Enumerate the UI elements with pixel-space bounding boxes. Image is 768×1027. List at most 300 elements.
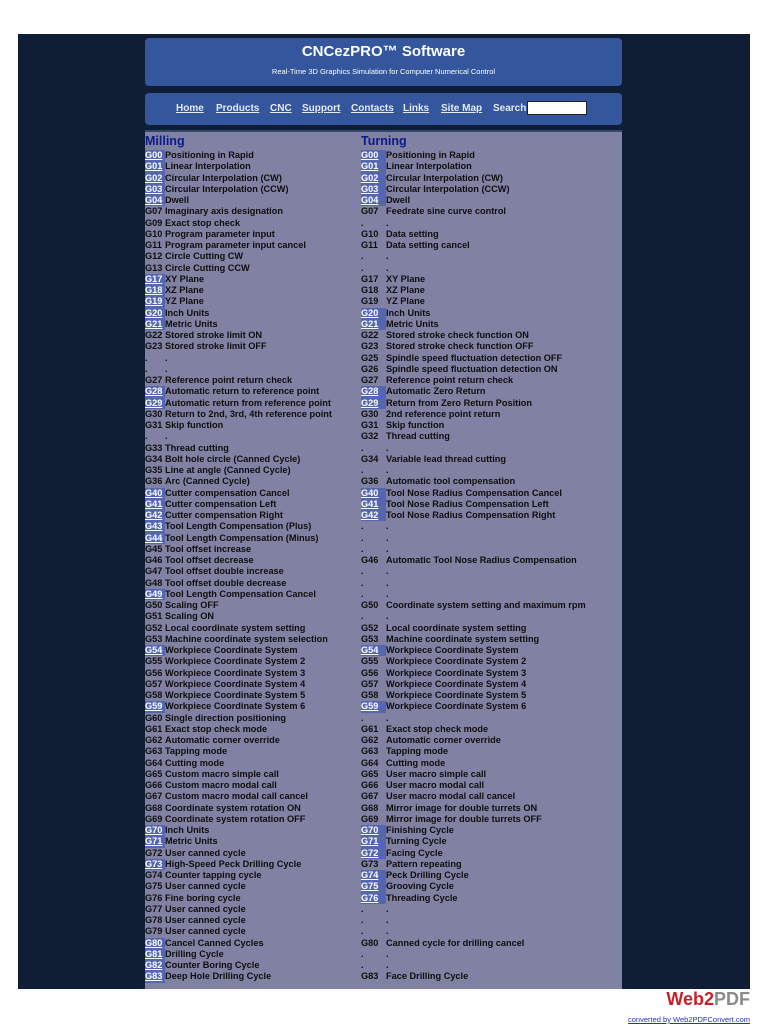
- milling-code: G10: [145, 228, 163, 239]
- milling-description: Scaling ON: [165, 611, 215, 622]
- milling-description: Arc (Canned Cycle): [165, 476, 250, 487]
- milling-code: G50: [145, 600, 163, 610]
- turning-code: G50: [361, 600, 379, 610]
- milling-code: G35: [145, 465, 163, 475]
- turning-row: [361, 566, 621, 577]
- milling-code: G47: [145, 566, 163, 577]
- turning-row: [361, 668, 621, 679]
- turning-description: Tool Nose Radius Compensation Right: [386, 510, 556, 520]
- milling-code: G56: [145, 667, 163, 678]
- milling-description: Reference point return check: [165, 375, 293, 385]
- milling-description: Positioning in Rapid: [165, 150, 254, 160]
- milling-description: Program parameter input cancel: [165, 240, 306, 250]
- milling-description: Tool offset decrease: [165, 555, 254, 565]
- milling-row: [145, 274, 360, 285]
- turning-row: [361, 499, 621, 510]
- milling-code-link[interactable]: G20: [145, 308, 165, 319]
- milling-row: [145, 645, 360, 656]
- milling-description: Cutting mode: [165, 757, 225, 768]
- turning-code: .: [361, 960, 364, 970]
- turning-row: [361, 578, 621, 589]
- turning-description: Automatic tool compensation: [386, 476, 516, 487]
- milling-code-link[interactable]: G54: [145, 645, 165, 656]
- milling-code: G64: [145, 757, 163, 768]
- milling-description: Scaling OFF: [165, 600, 219, 610]
- turning-row: [361, 263, 621, 274]
- turning-description: Tapping mode: [386, 746, 449, 757]
- turning-row: [361, 431, 621, 442]
- milling-description: High-Speed Peck Drilling Cycle: [165, 858, 302, 869]
- turning-code: .: [361, 262, 364, 273]
- turning-row: [361, 735, 621, 746]
- turning-row: [361, 533, 621, 544]
- turning-code: G64: [361, 757, 379, 768]
- milling-row: [145, 656, 360, 667]
- turning-code-link[interactable]: G70: [361, 825, 386, 836]
- turning-row: [361, 353, 621, 364]
- turning-row: [361, 915, 621, 926]
- milling-code-link[interactable]: G04: [145, 195, 165, 206]
- turning-row: [361, 476, 621, 487]
- turning-code-link[interactable]: G00: [361, 150, 386, 161]
- turning-row: [361, 960, 621, 971]
- turning-row: [361, 218, 621, 229]
- turning-row: [361, 173, 621, 184]
- turning-row: [361, 364, 621, 375]
- milling-code-link[interactable]: G29: [145, 398, 165, 409]
- turning-row: [361, 780, 621, 791]
- milling-description: Circular Interpolation (CW): [165, 172, 282, 183]
- milling-row: [145, 353, 360, 364]
- milling-row: [145, 296, 360, 307]
- milling-code: G07: [145, 206, 163, 217]
- turning-row: [361, 938, 621, 949]
- turning-description: .: [386, 217, 389, 228]
- milling-row: [145, 881, 360, 892]
- turning-code: .: [361, 712, 364, 723]
- turning-code-link[interactable]: G29: [361, 398, 386, 409]
- turning-description: Mirror image for double turrets ON: [386, 802, 538, 813]
- milling-row: [145, 668, 360, 679]
- turning-row: [361, 195, 621, 206]
- turning-row: [361, 746, 621, 757]
- turning-description: Tool Nose Radius Compensation Cancel: [386, 487, 562, 498]
- search-input[interactable]: [527, 101, 587, 115]
- milling-code-link[interactable]: G73: [145, 859, 165, 870]
- turning-code-link[interactable]: G72: [361, 848, 386, 859]
- milling-row: [145, 229, 360, 240]
- turning-code-link[interactable]: G28: [361, 386, 386, 397]
- turning-code-link[interactable]: G40: [361, 488, 386, 499]
- milling-code: G46: [145, 555, 163, 565]
- converted-by-link[interactable]: converted by Web2PDFConvert.com: [628, 1015, 750, 1024]
- milling-row: [145, 150, 360, 161]
- turning-row: [361, 409, 621, 420]
- turning-description: Data setting cancel: [386, 240, 470, 250]
- milling-description: Metric Units: [165, 318, 218, 329]
- turning-code-link[interactable]: G42: [361, 510, 386, 521]
- turning-description: Canned cycle for drilling cancel: [386, 937, 525, 948]
- milling-code-link[interactable]: G00: [145, 150, 165, 161]
- turning-code: G68: [361, 802, 379, 813]
- turning-row: [361, 589, 621, 600]
- turning-description: Workpiece Coordinate System 6: [386, 701, 527, 712]
- milling-description: Tool Length Compensation (Minus): [165, 532, 319, 543]
- turning-code: G18: [361, 285, 379, 295]
- milling-column: [145, 132, 360, 983]
- milling-description: Machine coordinate system selection: [165, 633, 328, 644]
- milling-description: Tool offset double decrease: [165, 577, 287, 588]
- milling-code: G12: [145, 251, 163, 262]
- milling-description: XZ Plane: [165, 285, 204, 295]
- turning-description: Feedrate sine curve control: [386, 206, 506, 217]
- milling-code: G45: [145, 543, 163, 554]
- milling-description: Inch Units: [165, 307, 210, 318]
- turning-row: [361, 296, 621, 307]
- turning-code: .: [361, 948, 364, 959]
- nav-cnc-link[interactable]: CNC: [270, 103, 292, 114]
- milling-description: Coordinate system rotation ON: [165, 802, 301, 813]
- milling-code: G76: [145, 892, 163, 903]
- turning-description: .: [386, 532, 389, 543]
- turning-code: G34: [361, 453, 379, 464]
- milling-description: .: [165, 363, 168, 374]
- milling-code-link[interactable]: G41: [145, 499, 165, 510]
- milling-row: [145, 589, 360, 600]
- milling-code: G36: [145, 476, 163, 487]
- milling-description: Workpiece Coordinate System 2: [165, 656, 306, 667]
- nav-support-link[interactable]: Support: [302, 103, 341, 114]
- turning-row: [361, 274, 621, 285]
- web2pdf-watermark: [628, 989, 750, 1027]
- turning-row: [361, 341, 621, 352]
- milling-code-link[interactable]: G03: [145, 184, 165, 195]
- turning-description: .: [386, 521, 389, 532]
- milling-row: [145, 780, 360, 791]
- milling-row: [145, 971, 360, 982]
- turning-code: G63: [361, 746, 379, 757]
- turning-code: G53: [361, 633, 379, 644]
- turning-row: [361, 859, 621, 870]
- turning-description: Machine coordinate system setting: [386, 633, 540, 644]
- turning-row: [361, 544, 621, 555]
- turning-row: [361, 229, 621, 240]
- turning-row: [361, 893, 621, 904]
- turning-row: [361, 251, 621, 262]
- turning-code: G31: [361, 420, 379, 430]
- milling-row: [145, 578, 360, 589]
- turning-description: Dwell: [386, 195, 410, 205]
- milling-code-link[interactable]: G17: [145, 274, 165, 285]
- turning-code-link[interactable]: G74: [361, 870, 386, 881]
- milling-code: G33: [145, 442, 163, 453]
- milling-row: [145, 623, 360, 634]
- turning-row: [361, 308, 621, 319]
- turning-code: G66: [361, 780, 379, 790]
- milling-code: G61: [145, 723, 163, 734]
- turning-row: [361, 386, 621, 397]
- milling-code: G65: [145, 768, 163, 779]
- milling-code: G31: [145, 420, 163, 430]
- turning-code: G36: [361, 476, 379, 487]
- turning-description: Exact stop check mode: [386, 723, 489, 734]
- milling-row: [145, 443, 360, 454]
- nav-products-link[interactable]: Products: [216, 103, 260, 114]
- milling-code-link[interactable]: G70: [145, 825, 165, 836]
- turning-description: Facing Cycle: [386, 847, 443, 858]
- milling-code: .: [145, 363, 148, 374]
- milling-description: Fine boring cycle: [165, 892, 241, 903]
- turning-description: Cutting mode: [386, 757, 446, 768]
- milling-code-link[interactable]: G02: [145, 173, 165, 184]
- turning-code: .: [361, 217, 364, 228]
- milling-code-link[interactable]: G80: [145, 938, 165, 949]
- milling-code-link[interactable]: G21: [145, 319, 165, 330]
- nav-home-link[interactable]: Home: [176, 103, 204, 114]
- milling-code: G27: [145, 375, 163, 385]
- turning-code-link[interactable]: G02: [361, 173, 386, 184]
- turning-description: Automatic Tool Nose Radius Compensation: [386, 555, 577, 565]
- milling-code-link[interactable]: G40: [145, 488, 165, 499]
- milling-row: [145, 713, 360, 724]
- turning-description: .: [386, 903, 389, 914]
- milling-code-link[interactable]: G43: [145, 521, 165, 532]
- turning-code: .: [361, 251, 364, 262]
- milling-code: G67: [145, 791, 163, 802]
- milling-code: G52: [145, 622, 163, 633]
- milling-code-link[interactable]: G59: [145, 701, 165, 712]
- turning-description: Spindle speed fluctuation detection OFF: [386, 352, 563, 363]
- milling-code: G78: [145, 915, 163, 925]
- turning-description: .: [386, 926, 389, 937]
- milling-code-link[interactable]: G49: [145, 589, 165, 600]
- milling-description: Bolt hole circle (Canned Cycle): [165, 453, 301, 464]
- turning-row: [361, 904, 621, 915]
- turning-code-link[interactable]: G04: [361, 195, 386, 206]
- milling-row: [145, 263, 360, 274]
- milling-description: Cutter compensation Left: [165, 498, 277, 509]
- turning-description: .: [386, 960, 389, 970]
- milling-row: [145, 398, 360, 409]
- turning-code-link[interactable]: G20: [361, 308, 386, 319]
- turning-code: .: [361, 566, 364, 577]
- milling-code: G75: [145, 881, 163, 892]
- turning-description: XY Plane: [386, 273, 426, 284]
- turning-description: User macro modal call: [386, 780, 485, 790]
- turning-code-link[interactable]: G59: [361, 701, 386, 712]
- turning-code: .: [361, 926, 364, 937]
- turning-row: [361, 319, 621, 330]
- milling-code-link[interactable]: G71: [145, 836, 165, 847]
- turning-row: [361, 555, 621, 566]
- turning-row: [361, 161, 621, 172]
- search-label: Search: [493, 103, 527, 114]
- turning-description: Reference point return check: [386, 375, 514, 385]
- milling-description: Skip function: [165, 420, 224, 430]
- turning-code: .: [361, 588, 364, 599]
- turning-description: Workpiece Coordinate System 2: [386, 656, 527, 667]
- milling-row: [145, 870, 360, 881]
- milling-description: Tool Length Compensation Cancel: [165, 588, 316, 599]
- milling-description: YZ Plane: [165, 296, 204, 307]
- milling-code: G60: [145, 712, 163, 723]
- milling-code-link[interactable]: G01: [145, 161, 165, 172]
- turning-description: Circular Interpolation (CCW): [386, 183, 510, 194]
- milling-description: Exact stop check: [165, 217, 241, 228]
- turning-code: G83: [361, 971, 379, 982]
- milling-description: Linear Interpolation: [165, 161, 251, 172]
- turning-description: Grooving Cycle: [386, 881, 454, 892]
- turning-description: .: [386, 262, 389, 273]
- milling-description: Automatic corner override: [165, 735, 280, 745]
- milling-row: [145, 161, 360, 172]
- turning-code-link[interactable]: G71: [361, 836, 386, 847]
- turning-description: Metric Units: [386, 318, 439, 329]
- milling-description: User canned cycle: [165, 847, 246, 858]
- milling-code-link[interactable]: G42: [145, 510, 165, 521]
- turning-column: [361, 132, 621, 983]
- turning-code-link[interactable]: G54: [361, 645, 386, 656]
- logo-web-text: Web2: [666, 989, 714, 1009]
- site-header: [145, 38, 622, 86]
- milling-description: Counter Boring Cycle: [165, 960, 260, 970]
- turning-description: .: [386, 948, 389, 959]
- nav-sitemap-link[interactable]: Site Map: [441, 103, 483, 114]
- turning-row: [361, 926, 621, 937]
- turning-description: Data setting: [386, 228, 439, 239]
- milling-description: Local coordinate system setting: [165, 622, 306, 633]
- milling-row: [145, 859, 360, 870]
- milling-row: [145, 251, 360, 262]
- milling-row: [145, 679, 360, 690]
- gcode-content: [145, 130, 622, 989]
- milling-code: G09: [145, 217, 163, 228]
- milling-row: [145, 701, 360, 712]
- milling-code-link[interactable]: G44: [145, 533, 165, 544]
- turning-row: [361, 870, 621, 881]
- turning-row: [361, 679, 621, 690]
- milling-row: [145, 184, 360, 195]
- nav-links-link[interactable]: Links: [403, 103, 430, 114]
- milling-description: Program parameter input: [165, 228, 275, 239]
- turning-row: [361, 488, 621, 499]
- turning-description: Spindle speed fluctuation detection ON: [386, 363, 558, 374]
- milling-row: [145, 904, 360, 915]
- milling-description: User canned cycle: [165, 926, 246, 937]
- turning-description: Circular Interpolation (CW): [386, 172, 503, 183]
- turning-description: .: [386, 442, 389, 453]
- milling-description: Workpiece Coordinate System: [165, 645, 298, 655]
- milling-row: [145, 240, 360, 251]
- milling-code-link[interactable]: G19: [145, 296, 165, 307]
- milling-code-link[interactable]: G82: [145, 960, 165, 971]
- turning-code: G61: [361, 723, 379, 734]
- turning-code: .: [361, 903, 364, 914]
- turning-row: [361, 814, 621, 825]
- turning-row: [361, 724, 621, 735]
- turning-description: .: [386, 611, 389, 622]
- milling-description: Workpiece Coordinate System 3: [165, 667, 306, 678]
- milling-row: [145, 848, 360, 859]
- milling-description: Cutter compensation Cancel: [165, 487, 290, 498]
- turning-row: [361, 971, 621, 982]
- turning-description: .: [386, 251, 389, 262]
- milling-description: User canned cycle: [165, 903, 246, 914]
- milling-code: G68: [145, 802, 163, 813]
- milling-description: Cancel Canned Cycles: [165, 937, 264, 948]
- milling-code: G57: [145, 678, 163, 689]
- turning-description: .: [386, 915, 389, 925]
- milling-row: [145, 758, 360, 769]
- milling-row: [145, 938, 360, 949]
- milling-code-link[interactable]: G28: [145, 386, 165, 397]
- turning-code: G69: [361, 813, 379, 824]
- milling-code-link[interactable]: G18: [145, 285, 165, 296]
- milling-description: Automatic return to reference point: [165, 386, 320, 397]
- turning-description: Mirror image for double turrets OFF: [386, 813, 542, 824]
- milling-row: [145, 735, 360, 746]
- milling-description: Tool offset increase: [165, 543, 252, 554]
- milling-description: Inch Units: [165, 825, 210, 835]
- turning-code-link[interactable]: G01: [361, 161, 386, 172]
- milling-code-link[interactable]: G83: [145, 971, 165, 982]
- milling-code: G30: [145, 408, 163, 419]
- turning-row: [361, 206, 621, 217]
- turning-row: [361, 240, 621, 251]
- milling-row: [145, 375, 360, 386]
- turning-code: .: [361, 442, 364, 453]
- turning-code-link[interactable]: G21: [361, 319, 386, 330]
- milling-code: G48: [145, 577, 163, 588]
- milling-row: [145, 195, 360, 206]
- turning-code: G19: [361, 296, 379, 307]
- turning-description: XZ Plane: [386, 285, 425, 295]
- milling-row: [145, 600, 360, 611]
- turning-row: [361, 701, 621, 712]
- turning-code-link[interactable]: G03: [361, 184, 386, 195]
- turning-row: [361, 690, 621, 701]
- milling-description: Automatic return from reference point: [165, 397, 331, 408]
- milling-description: Tool offset double increase: [165, 566, 284, 577]
- turning-row: [361, 623, 621, 634]
- turning-description: User macro simple call: [386, 768, 487, 779]
- turning-description: YZ Plane: [386, 296, 425, 307]
- milling-code-link[interactable]: G81: [145, 949, 165, 960]
- turning-row: [361, 611, 621, 622]
- milling-code: G22: [145, 330, 163, 340]
- turning-code: G26: [361, 363, 379, 374]
- turning-row: [361, 881, 621, 892]
- milling-code: G13: [145, 262, 163, 273]
- turning-description: Peck Drilling Cycle: [386, 870, 469, 880]
- milling-code: G55: [145, 656, 163, 667]
- turning-code-link[interactable]: G76: [361, 893, 386, 904]
- milling-description: XY Plane: [165, 273, 205, 284]
- turning-code-link[interactable]: G75: [361, 881, 386, 892]
- turning-code-link[interactable]: G41: [361, 499, 386, 510]
- turning-row: [361, 600, 621, 611]
- turning-code: G52: [361, 622, 379, 633]
- turning-description: Stored stroke check function OFF: [386, 341, 534, 352]
- milling-description: Stored stroke limit OFF: [165, 341, 267, 352]
- nav-contacts-link[interactable]: Contacts: [351, 103, 394, 114]
- milling-description: Workpiece Coordinate System 6: [165, 701, 306, 712]
- turning-description: Automatic Zero Return: [386, 386, 486, 397]
- turning-description: .: [386, 712, 389, 723]
- turning-row: [361, 645, 621, 656]
- turning-description: Finishing Cycle: [386, 825, 454, 835]
- turning-heading: Turning: [361, 134, 407, 148]
